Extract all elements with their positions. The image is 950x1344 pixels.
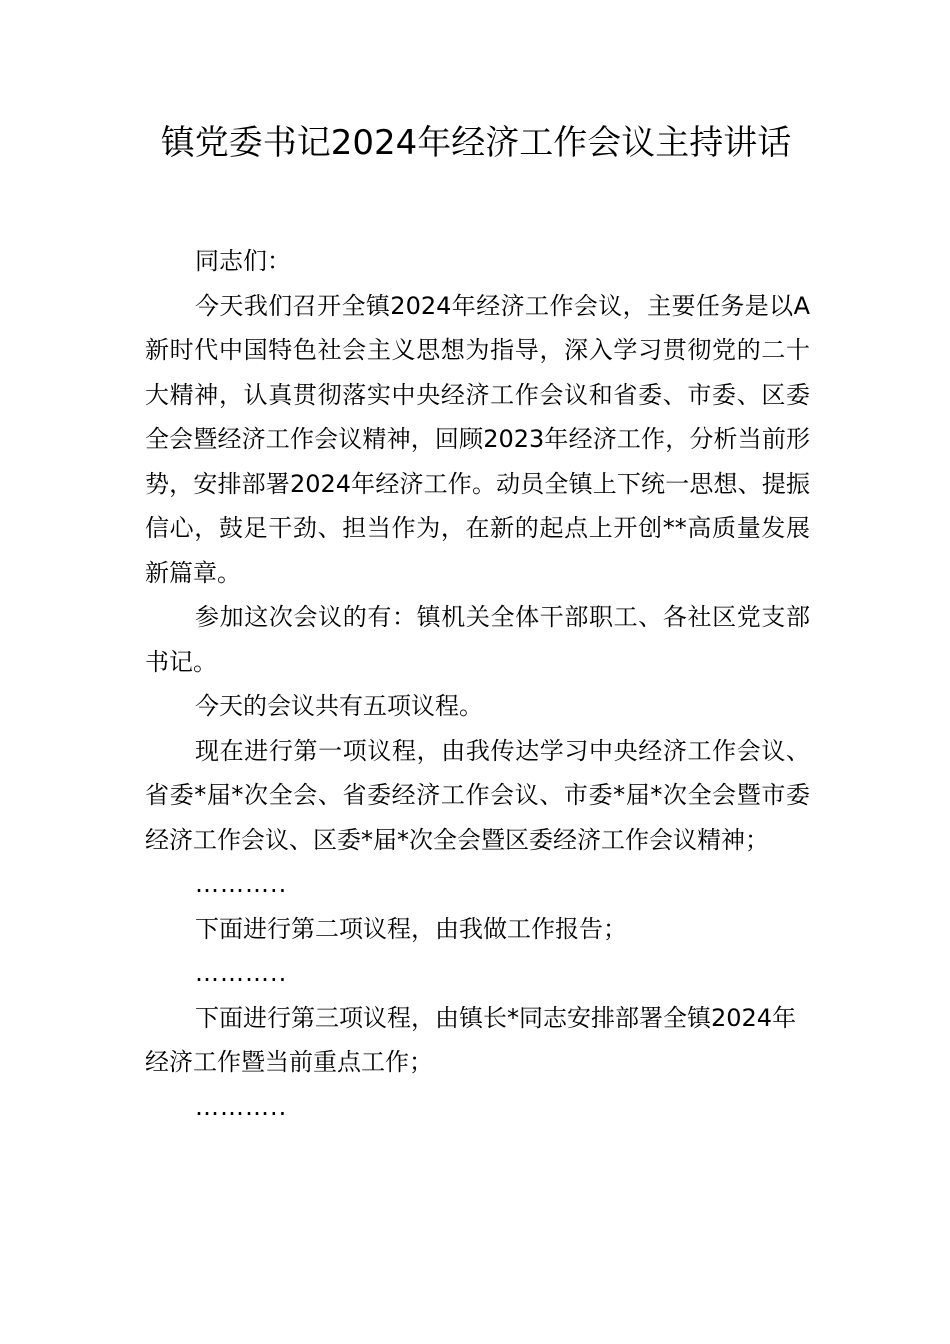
document-title: 镇党委书记2024年经济工作会议主持讲话 (160, 123, 792, 163)
agenda-count-paragraph: 今天的会议共有五项议程。 (195, 692, 483, 720)
agenda-item-1-paragraph: 现在进行第一项议程，由我传达学习中央经济工作会议、省委*届*次全会、省委经济工作会议、市委*届*次全会暨市委经济工作会议、区委*届*次全会暨区委经济工作会议精神； (145, 736, 810, 854)
document-body (145, 239, 810, 1129)
ellipsis-1: ……….. (195, 870, 288, 898)
ellipsis-2: ……….. (195, 959, 288, 987)
agenda-item-2-paragraph: 下面进行第二项议程，由我做工作报告； (195, 914, 627, 943)
intro-paragraph: 今天我们召开全镇2024年经济工作会议，主要任务是以A新时代中国特色社会主义思想为指导，深入学习贯彻党的二十大精神，认真贯彻落实中央经济工作会议和省委、市委、区委全会暨经济工作会议精神，回顾2023年经济工作，分析当前形势，安排部署2024年经济工作。动员全镇上下统一思想、提振信心，鼓足干劲、担当作为，在新的起点上开创**高质量发展新篇章。 (145, 291, 810, 587)
salutation-paragraph: 同志们： (195, 247, 291, 275)
agenda-item-3-paragraph: 下面进行第三项议程，由镇长*同志安排部署全镇2024年经济工作暨当前重点工作； (145, 1003, 797, 1076)
attendees-paragraph: 参加这次会议的有：镇机关全体干部职工、各社区党支部书记。 (145, 603, 810, 676)
ellipsis-3: ……….. (195, 1092, 288, 1121)
